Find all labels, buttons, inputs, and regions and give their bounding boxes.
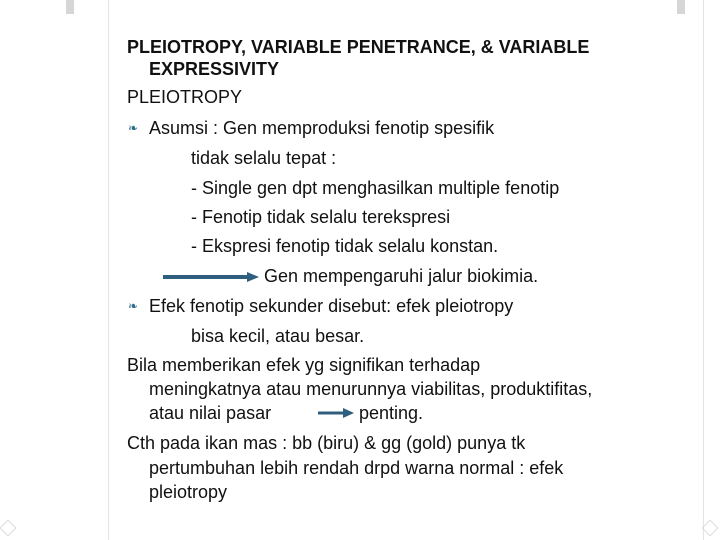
bullet-2-line-2: bisa kecil, atau besar. xyxy=(191,326,365,346)
title-line-2: EXPRESSIVITY xyxy=(149,59,280,79)
right-border-line xyxy=(703,0,704,540)
bullet-1-line-2: tidak selalu tepat : xyxy=(191,148,337,168)
paragraph-2-line-2: pertumbuhan lebih rendah drpd warna normal : efek xyxy=(149,458,564,478)
left-top-cap xyxy=(66,0,74,14)
paragraph-1-line-1: Bila memberikan efek yg signifikan terhadap xyxy=(127,355,481,375)
paragraph-1-line-2: meningkatnya atau menurunnya viabilitas, produktifitas, xyxy=(149,379,593,399)
bottom-right-ornament xyxy=(702,520,719,537)
paragraph-2-line-1: Cth pada ikan mas : bb (biru) & gg (gold) punya tk xyxy=(127,433,526,453)
title-line-1: PLEIOTROPY, VARIABLE PENETRANCE, & VARIABLE xyxy=(127,37,590,57)
right-arrow-icon xyxy=(318,407,354,421)
subheading: PLEIOTROPY xyxy=(127,87,243,107)
bullet-2-line-1: Efek fenotip sekunder disebut: efek pleiotropy xyxy=(149,296,514,316)
bullet-1-sub-2: - Fenotip tidak selalu terekspresi xyxy=(191,207,451,227)
bullet-1-sub-3: - Ekspresi fenotip tidak selalu konstan. xyxy=(191,236,499,256)
right-top-cap xyxy=(677,0,685,14)
bottom-left-ornament xyxy=(0,520,16,537)
left-border-line xyxy=(108,0,109,540)
leaf-bullet-icon: ❧ xyxy=(128,121,139,135)
paragraph-1-line-3a: atau nilai pasar xyxy=(149,403,272,423)
bullet-1-line-1: Asumsi : Gen memproduksi fenotip spesifik xyxy=(149,118,495,138)
paragraph-2-line-3: pleiotropy xyxy=(149,482,228,502)
leaf-bullet-icon: ❧ xyxy=(128,299,139,313)
arrow-conclusion-text: Gen mempengaruhi jalur biokimia. xyxy=(264,266,539,286)
bullet-1-sub-1: - Single gen dpt menghasilkan multiple fenotip xyxy=(191,178,560,198)
paragraph-1-line-3b: penting. xyxy=(359,403,424,423)
right-arrow-icon xyxy=(163,271,259,285)
